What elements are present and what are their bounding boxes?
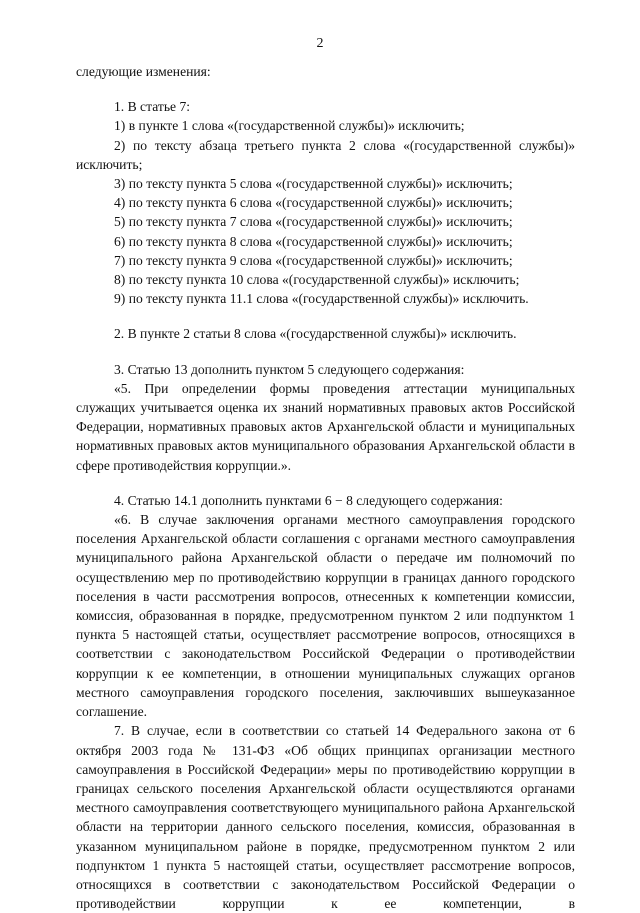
article-7-heading: 1. В статье 7: xyxy=(114,99,191,115)
article-14-1-point-6: «6. В случае заключения органами местного самоуправления городского поселения Архангельской области соглашения с органами местного самоуправления муниципального района Архангельской области о передаче им полномочий по осуществлению мер по противодействию коррупции в границах данного городского поселения в части рассмотрения вопросов, отнесенных к компетенции комиссии, комиссия, образованная в порядке, предусмотренном пунктом 2 или подпунктом 1 пункта 5 настоящей статьи, осуществляет рассмотрение вопросов, относящихся в соответствии с законодательством Российской Федерации о противодействии коррупции к ее компетенции, в отношении муниципальных служащих органов местного самоуправления городского поселения, заключивших вышеуказанное соглашение. xyxy=(76,512,575,720)
article-7-item-2: 2) по тексту абзаца третьего пункта 2 слова «(государственной службы)» исключить; xyxy=(76,137,575,172)
article-7-item-8: 8) по тексту пункта 10 слова «(государственной службы)» исключить; xyxy=(114,272,520,288)
article-7-item-5: 5) по тексту пункта 7 слова «(государственной службы)» исключить; xyxy=(114,214,513,230)
intro-line: следующие изменения: xyxy=(76,64,211,79)
article-14-1-heading: 4. Статью 14.1 дополнить пунктами 6 − 8 следующего содержания: xyxy=(114,492,503,508)
article-13-text: «5. При определении формы проведения аттестации муниципальных служащих учитывается оценка их знаний нормативных правовых актов Российской Федерации, нормативных правовых актов Архангельской области и муниципальных нормативных правовых актов муниципального образования Архангельской области в сфере противодействия коррупции.». xyxy=(76,380,575,473)
article-7-item-1: 1) в пункте 1 слова «(государственной службы)» исключить; xyxy=(114,118,465,134)
article-7-item-9: 9) по тексту пункта 11.1 слова «(государственной службы)» исключить. xyxy=(114,291,529,307)
article-7-item-4: 4) по тексту пункта 6 слова «(государственной службы)» исключить; xyxy=(114,195,513,211)
article-7-item-7: 7) по тексту пункта 9 слова «(государственной службы)» исключить; xyxy=(114,252,513,268)
article-14-1-point-7: 7. В случае, если в соответствии со статьей 14 Федерального закона от 6 октября 2003 года № 131-ФЗ «Об общих принципах организации местного самоуправления в Российской Федерации» меры по противодействию коррупции в границах сельского поселения Архангельской области осуществляются органами местного самоуправления соответствующего муниципального района Архангельской области на территории данного сельского поселения, комиссия, образованная в указанном муниципальном районе в порядке, предусмотренном пунктом 2 или подпунктом 1 пункта 5 настоящей статьи, осуществляет рассмотрение вопросов, относящихся в соответствии с законодательством Российской Федерации о противодействии коррупции к ее компетенции, в xyxy=(76,723,575,912)
article-13-heading: 3. Статью 13 дополнить пунктом 5 следующего содержания: xyxy=(114,361,465,377)
article-8-amendment: 2. В пункте 2 статьи 8 слова «(государственной службы)» исключить. xyxy=(114,326,517,342)
document-body xyxy=(76,62,575,913)
article-7-item-6: 6) по тексту пункта 8 слова «(государственной службы)» исключить; xyxy=(114,233,513,249)
article-7-item-3: 3) по тексту пункта 5 слова «(государственной службы)» исключить; xyxy=(114,176,513,192)
page-number: 2 xyxy=(316,36,324,51)
